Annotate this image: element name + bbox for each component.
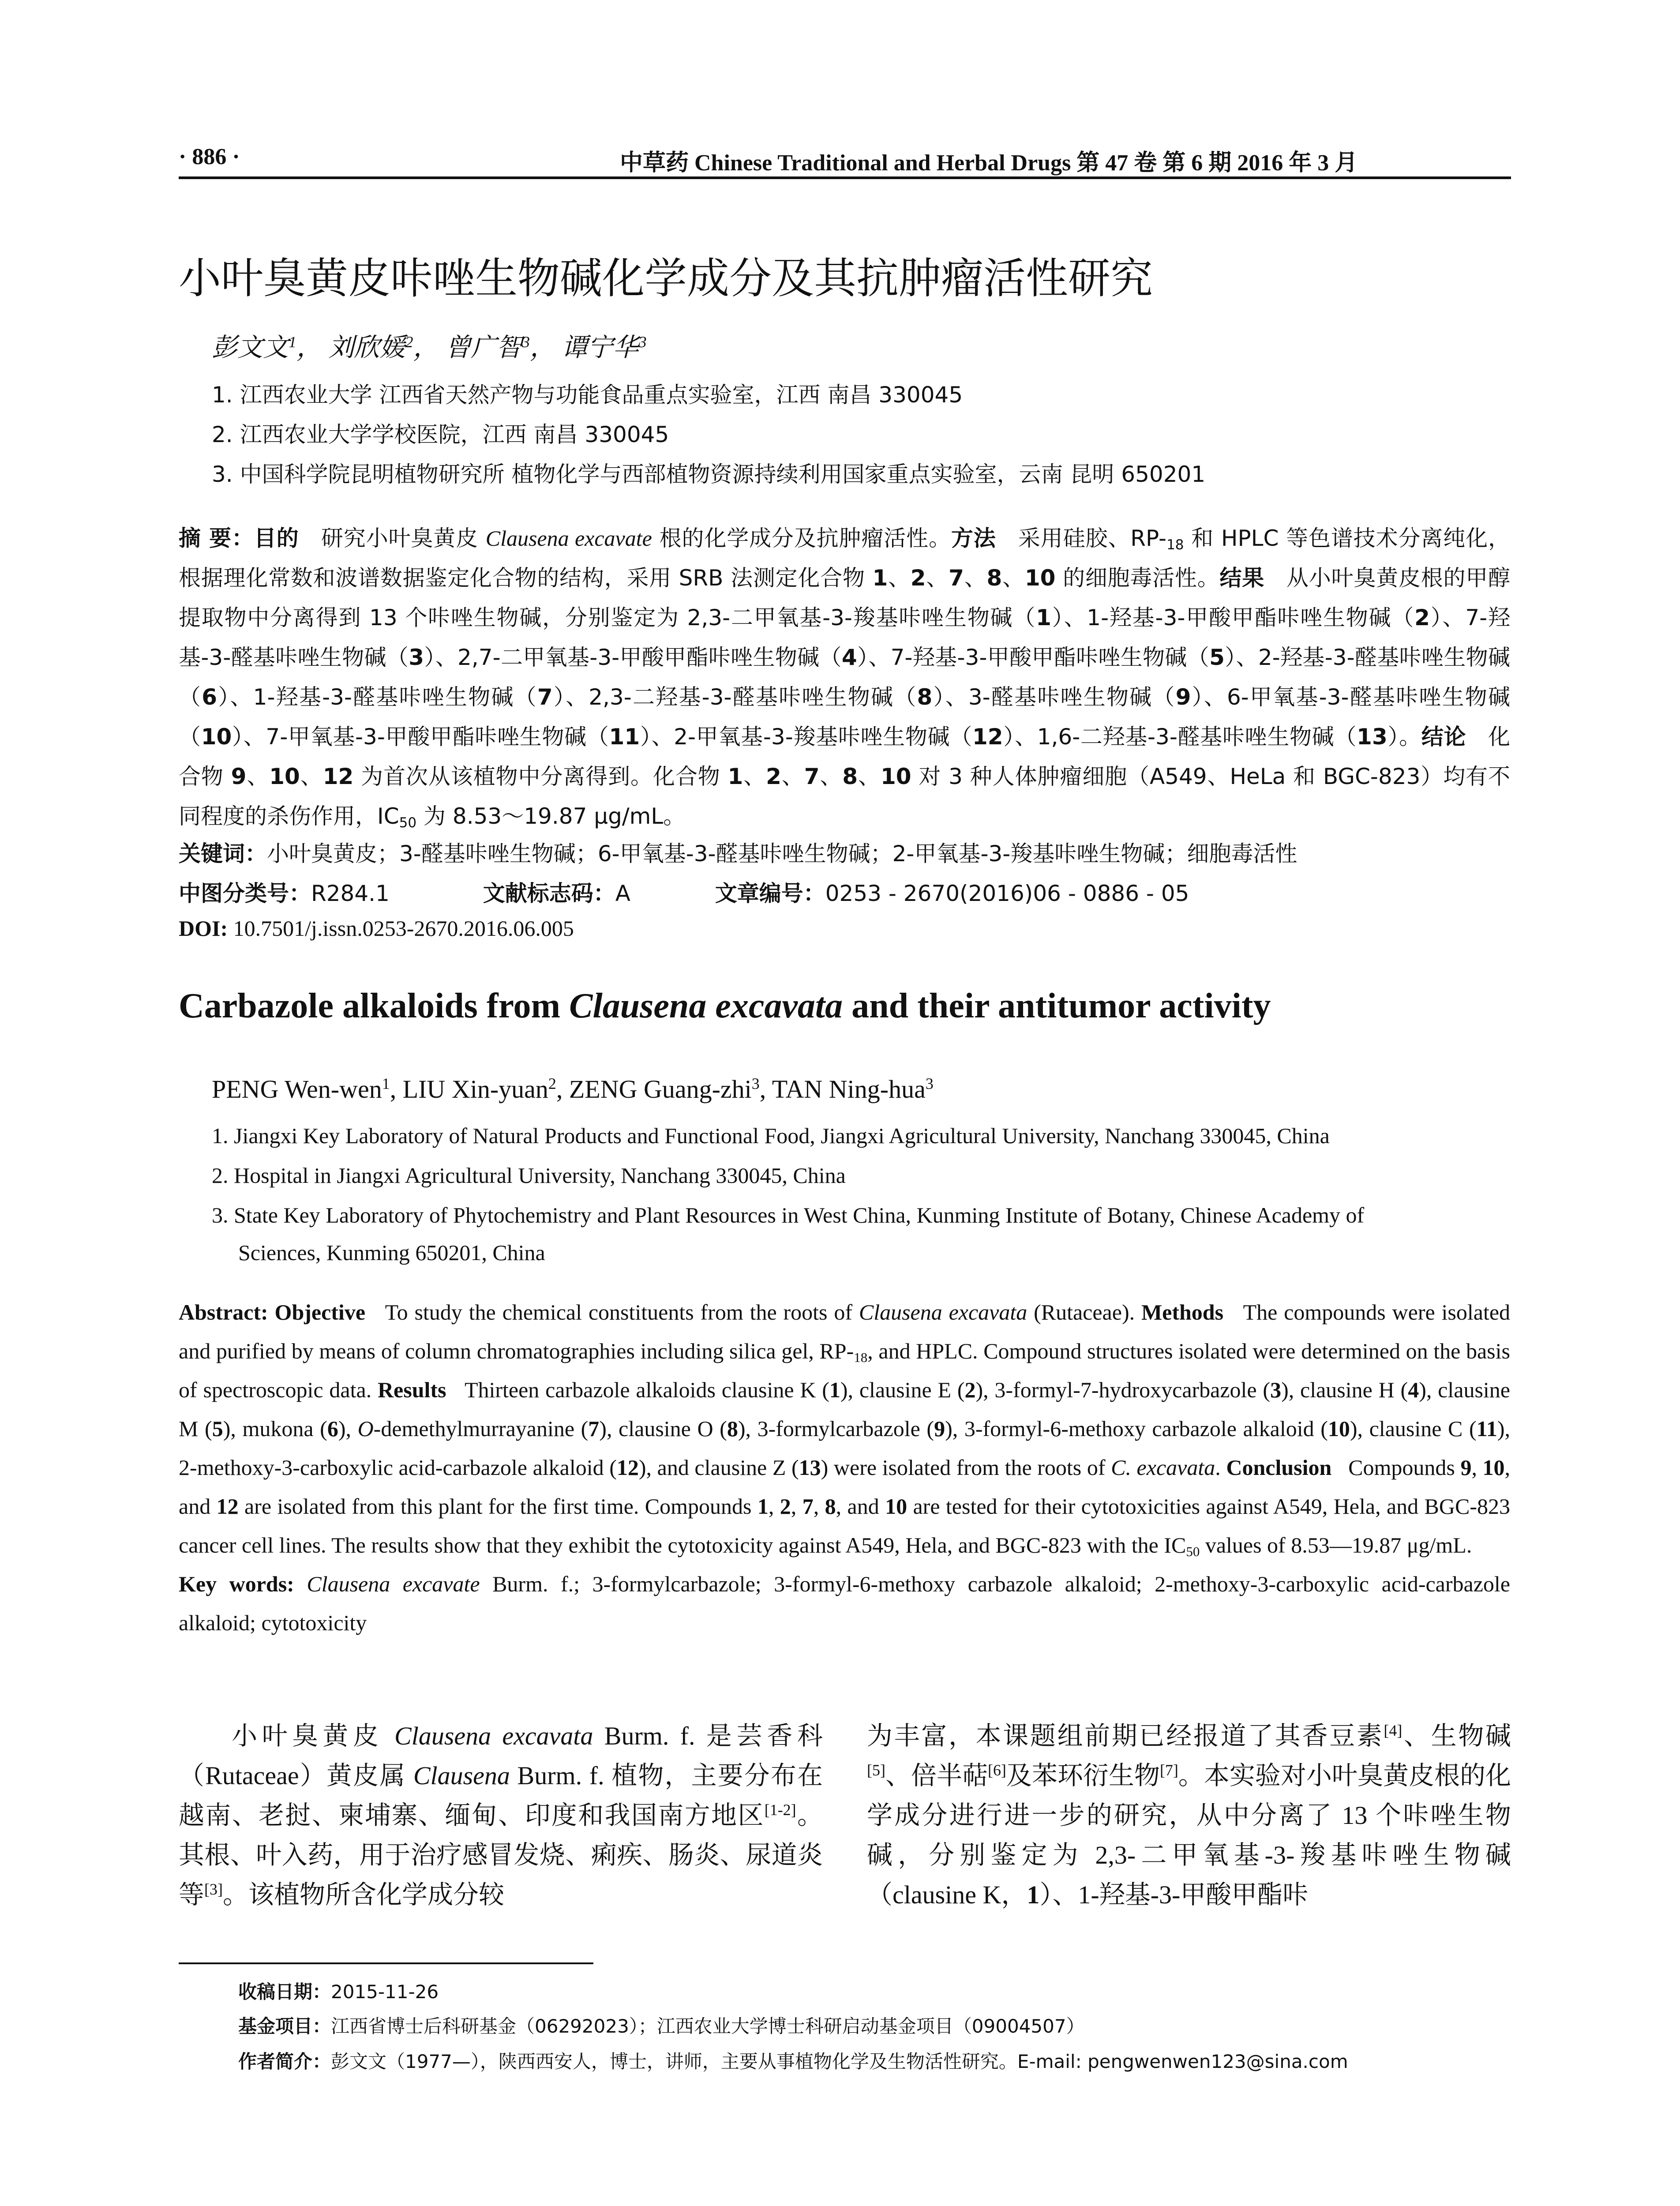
page-number: · 886 · xyxy=(179,144,240,169)
species-name: Clausena excavata xyxy=(569,987,843,1025)
compound-number: 13 xyxy=(799,1455,821,1480)
methods-text: The compounds were isolated and purified by means of column chromatographies including silica gel, RP- xyxy=(179,1300,1511,1363)
compound-number: 10 xyxy=(885,1494,908,1519)
affiliation-en-3-cont: Sciences, Kunming 650201, China xyxy=(238,1240,545,1265)
compound-number: 11 xyxy=(1476,1416,1497,1441)
affiliation-marker: 3 xyxy=(638,333,647,351)
compound-number: 9 xyxy=(231,764,247,789)
compound-number: 7 xyxy=(804,764,820,789)
compound-number: 10 xyxy=(269,764,300,789)
doc-code-value: A xyxy=(615,881,630,906)
compound-number: 11 xyxy=(609,724,640,750)
results-text: ), 2-methoxy-3-carboxylic acid-carbazole alkaloid ( xyxy=(179,1416,1511,1480)
body-text: Burm. f. 植物，主要分布在越南、老挝、柬埔寨、缅甸、印度和我国南方地区 xyxy=(179,1761,823,1830)
compound-number: 1 xyxy=(872,565,888,591)
species-name: Clausena excavate xyxy=(307,1572,480,1596)
compound-number: 1 xyxy=(757,1494,769,1519)
affiliation-zh-1: 1. 江西农业大学 江西省天然产物与功能食品重点实验室，江西 南昌 330045 xyxy=(212,382,963,408)
compound-number: 2 xyxy=(910,565,926,591)
objective-text: 根的化学成分及抗肿瘤活性。 xyxy=(652,525,951,551)
compound-number: 1 xyxy=(728,764,743,789)
conclusion-text: values of 8.53—19.87 μg/mL. xyxy=(1200,1533,1472,1557)
doi-label: DOI: xyxy=(179,916,228,941)
results-text: 从小叶臭黄皮根的甲醇提取物中分离得到 13 个咔唑生物碱，分别鉴定为 2,3-二甲氧基-3-羧基咔唑生物碱（ xyxy=(179,565,1510,630)
results-text: ）。 xyxy=(1387,724,1421,750)
conclusion-text: 为 8.53～19.87 μg/mL。 xyxy=(416,803,686,829)
footnote-received xyxy=(238,1977,439,2004)
results-text: ), and clausine Z ( xyxy=(638,1455,799,1480)
results-text: ), clausine M ( xyxy=(179,1377,1510,1441)
results-text: ), mukona ( xyxy=(223,1416,327,1441)
methods-text: 采用硅胶、RP- xyxy=(1018,525,1167,551)
subscript: 50 xyxy=(1186,1543,1200,1559)
compound-number: 12 xyxy=(616,1455,639,1480)
subscript: 18 xyxy=(854,1349,868,1365)
affiliation-zh-3: 3. 中国科学院昆明植物研究所 植物化学与西部植物资源持续利用国家重点实验室，云南 昆明 650201 xyxy=(212,461,1206,487)
results-text: ）、2,3-二羟基-3-醛基咔唑生物碱（ xyxy=(552,684,917,710)
species-name: Clausena excavate xyxy=(485,526,652,551)
conclusion-text: 对 3 种人体肿瘤细胞（A549、HeLa 和 BGC-823）均有不同程度的杀伤作用，IC xyxy=(179,764,1511,829)
results-text: ), xyxy=(338,1416,358,1441)
author-name: 彭文文 xyxy=(212,333,289,362)
compound-number: 7 xyxy=(588,1416,600,1441)
author-name: LIU Xin-yuan xyxy=(402,1075,548,1103)
author-name: 刘欣媛 xyxy=(328,333,405,362)
compound-number: 1 xyxy=(1027,1880,1040,1909)
author-bio-label: 作者简介： xyxy=(238,2051,331,2072)
authors-chinese: 彭文文$^1$， 刘欣媛$^2$， 曾广智$^3$， 谭宁华$^3$ xyxy=(212,333,647,362)
conclusion-label: 结论 xyxy=(1421,724,1466,750)
species-name: Clausena excavata xyxy=(859,1300,1028,1324)
affiliation-marker: 1 xyxy=(382,1075,390,1093)
results-text: ）、7-甲氧基-3-甲酸甲酯咔唑生物碱（ xyxy=(232,724,609,750)
methods-text: , and HPLC. Compound structures isolated were determined on the basis of spectroscopic data. xyxy=(179,1339,1510,1402)
body-text: 、倍半萜 xyxy=(885,1761,988,1790)
doi-line xyxy=(179,915,574,941)
doi-value[interactable]: 10.7501/j.issn.0253-2670.2016.06.005 xyxy=(233,916,574,941)
results-text: ）、2,7-二甲氧基-3-甲酸甲酯咔唑生物碱（ xyxy=(424,645,842,670)
footnote-rule xyxy=(179,1962,593,1964)
clc-value: R284.1 xyxy=(311,881,390,906)
methods-text: 和 HPLC 等色谱技术分离纯化，根据理化常数和波谱数据鉴定化合物的结构，采用 SRB 法测定化合物 xyxy=(179,525,1510,591)
received-date: 2015-11-26 xyxy=(331,1981,439,2003)
received-label: 收稿日期： xyxy=(238,1981,331,2003)
results-text: Thirteen carbazole alkaloids clausine K ( xyxy=(464,1377,829,1402)
results-text: ）、2-羟基-3-醛基咔唑生物碱（ xyxy=(179,645,1510,710)
affiliation-marker: 1 xyxy=(289,333,296,351)
running-header xyxy=(179,140,1511,180)
results-text: ), clausine E ( xyxy=(840,1377,965,1402)
citation[interactable]: [1-2] xyxy=(764,1801,796,1819)
clc-label: 中图分类号： xyxy=(179,881,311,906)
objective-text: 研究小叶臭黄皮 xyxy=(321,525,486,551)
results-text: ）、2-甲氧基-3-羧基咔唑生物碱（ xyxy=(640,724,972,750)
compound-number: 7 xyxy=(802,1494,814,1519)
compound-number: 10 xyxy=(1328,1416,1350,1441)
compound-number: 9 xyxy=(1460,1455,1472,1480)
compound-number: 8 xyxy=(842,764,858,789)
methods-label: Methods xyxy=(1141,1300,1224,1324)
keywords-label: Key words: xyxy=(179,1572,294,1596)
author-name: 曾广智 xyxy=(445,333,522,362)
methods-label: 方法 xyxy=(951,525,996,551)
objective-label: 目的 xyxy=(254,525,299,551)
compound-number: 4 xyxy=(841,645,857,670)
body-text: 小叶臭黄皮 xyxy=(232,1722,395,1750)
results-text: ), clausine O ( xyxy=(599,1416,727,1441)
article-id-value: 0253 - 2670(2016)06 - 0886 - 05 xyxy=(825,881,1189,906)
results-text: ), 3-formyl-6-methoxy carbazole alkaloid ( xyxy=(945,1416,1328,1441)
compound-number: 12 xyxy=(322,764,354,789)
compound-number: 9 xyxy=(1175,684,1191,710)
objective-text: To study the chemical constituents from the roots of xyxy=(385,1300,859,1324)
body-column-left xyxy=(179,1716,823,1915)
methods-text: 的细胞毒活性。 xyxy=(1055,565,1220,591)
conclusion-text: are tested for their cytotoxicities against A549, Hela, and BGC-823 cancer cell lines. The results show that they exhibit the cytotoxicity against A549, Hela, and BGC-823 with the IC xyxy=(179,1494,1511,1557)
keywords-label: 关键词： xyxy=(179,841,267,867)
subscript: 50 xyxy=(399,814,417,831)
species-name: C. excavata xyxy=(1111,1455,1215,1480)
compound-number: 4 xyxy=(1408,1377,1419,1402)
article-id-label: 文章编号： xyxy=(715,881,825,906)
results-text: -demethylmurrayanine ( xyxy=(373,1416,589,1441)
affiliation-marker: 3 xyxy=(522,333,530,351)
abstract-label: Abstract: Objective xyxy=(179,1300,366,1324)
compound-number: 5 xyxy=(1209,645,1225,670)
compound-number: 6 xyxy=(327,1416,338,1441)
compound-number: 3 xyxy=(1270,1377,1282,1402)
citation[interactable]: [7] xyxy=(1159,1761,1178,1779)
affiliation-marker: 2 xyxy=(548,1075,556,1093)
results-text: ) were isolated from the roots of xyxy=(821,1455,1111,1480)
affiliation-marker: 3 xyxy=(751,1075,760,1093)
journal-info: 中草药 Chinese Traditional and Herbal Drugs 第 47 卷 第 6 期 2016 年 3 月 xyxy=(620,150,1358,176)
compound-number: 10 xyxy=(201,724,232,750)
abstract-label: 摘 要： xyxy=(179,525,254,551)
body-text: 。其根、叶入药，用于治疗感冒发烧、痢疾、肠炎、尿道炎等 xyxy=(179,1801,823,1909)
citation[interactable]: [3] xyxy=(204,1880,223,1898)
compound-number: 1 xyxy=(1036,605,1051,630)
conclusion-text: 化合物 xyxy=(179,724,1511,789)
body-text: 。该植物所含化学成分较 xyxy=(222,1880,504,1909)
affiliation-marker: 3 xyxy=(925,1075,934,1093)
conclusion-text: Compounds xyxy=(1348,1455,1461,1480)
results-text: ）、7-羟基-3-醛基咔唑生物碱（ xyxy=(179,605,1510,670)
results-text: ), clausine H ( xyxy=(1281,1377,1408,1402)
objective-text: (Rutaceae). xyxy=(1027,1300,1141,1324)
footnote-funding xyxy=(238,2012,1085,2038)
compound-number: 2 xyxy=(766,764,781,789)
title-text: and their antitumor activity xyxy=(843,987,1271,1025)
results-text: ）、1,6-二羟基-3-醛基咔唑生物碱（ xyxy=(1003,724,1357,750)
results-label: Results xyxy=(377,1377,446,1402)
compound-number: 8 xyxy=(825,1494,836,1519)
authors-english: PENG Wen-wen$^1$, LIU Xin-yuan$^2$, ZENG Guang-zhi$^3$, TAN Ning-hua$^3$ xyxy=(212,1075,934,1103)
citation[interactable]: [4] xyxy=(1384,1722,1402,1740)
compound-number: 10 xyxy=(880,764,911,789)
conclusion-text: are isolated from this plant for the first time. Compounds xyxy=(238,1494,758,1519)
affiliation-marker: 2 xyxy=(405,333,413,351)
doc-code-label: 文献标志码： xyxy=(483,881,615,906)
results-text: ), clausine C ( xyxy=(1350,1416,1477,1441)
compound-number: 1 xyxy=(829,1377,840,1402)
title-text: Carbazole alkaloids from xyxy=(179,987,570,1025)
author-name: 谭宁华 xyxy=(562,333,639,362)
results-label: 结果 xyxy=(1219,565,1265,591)
species-name: Clausena excavata xyxy=(394,1722,593,1750)
abstract-english: Abstract: Objective To study the chemical constituents from the roots of Clausena excavata (Rutaceae). Methods The compounds were isolated and purified by means of column chromatographies including silica gel, $RP-_{18}$, and HPLC. Compound structures isolated were determined on the basis of spectroscopic data. Results Thirteen carbazole alkaloids clausine K (1), clausine E (2), 3-formyl-7-hydroxycarbazole (3), clausine H (4), clausine M (5), mukona (6), O-demethylmurrayanine (7), clausine O (8), 3-formylcarbazole (9), 3-formyl-6-methoxy carbazole alkaloid (10), clausine C (11), 2-methoxy-3-carboxylic acid-carbazole alkaloid (12), and clausine Z (13) were isolated from the roots of C. excavata. Conclusion Compounds 9, 10, and 12 are isolated from this plant for the first time. Compounds 1, 2, 7, 8, and 10 are tested for their cytotoxicities against A549, Hela, and BGC-823 cancer cell lines. The results show that they exhibit the cytotoxicity against A549, Hela, and BGC-823 with the $IC_{50}$ values of 8.53—19.87 μg/mL. Key words: Clausena excavate Burm. f.; 3-formylcarbazole; 3-formyl-6-methoxy carbazole alkaloid; 2-methoxy-3-carboxylic acid-carbazole alkaloid; cytotoxicity xyxy=(179,1300,1511,1635)
body-text: 及苯环衍生物 xyxy=(1006,1761,1160,1790)
results-text: ）、7-羟基-3-甲酸甲酯咔唑生物碱（ xyxy=(857,645,1210,670)
body-text: 、生物碱 xyxy=(1402,1722,1511,1750)
genus-name: Clausena xyxy=(413,1761,510,1790)
results-text: ）、1-羟基-3-甲酸甲酯咔唑生物碱（ xyxy=(1051,605,1415,630)
results-text: ), 3-formyl-7-hydroxycarbazole ( xyxy=(975,1377,1271,1402)
author-name: PENG Wen-wen xyxy=(212,1075,382,1103)
citation[interactable]: [6] xyxy=(987,1761,1006,1779)
body-text: ）、1-羟基-3-甲酸甲酯咔 xyxy=(1039,1880,1309,1909)
compound-number: 8 xyxy=(727,1416,738,1441)
author-bio-text: 彭文文（1977—），陕西西安人，博士，讲师，主要从事植物化学及生物活性研究。E-mail: pengwenwen123@sina.com xyxy=(331,2051,1348,2072)
compound-number: 2 xyxy=(964,1377,976,1402)
funding-label: 基金项目： xyxy=(238,2015,331,2037)
compound-number: 9 xyxy=(934,1416,945,1441)
compound-number: 12 xyxy=(216,1494,239,1519)
compound-number: 2 xyxy=(1414,605,1430,630)
keywords-chinese xyxy=(179,836,1297,868)
results-text: ）、6-甲氧基-3-醛基咔唑生物碱（ xyxy=(179,684,1511,750)
italic-prefix: O xyxy=(357,1416,374,1441)
affiliation-en-3: 3. State Key Laboratory of Phytochemistry and Plant Resources in West China, Kunming Institute of Botany, Chinese Academy of xyxy=(212,1203,1365,1227)
body-text: Burm. f. 是芸香科（Rutaceae）黄皮属 xyxy=(179,1722,823,1790)
author-name: TAN Ning-hua xyxy=(772,1075,926,1103)
results-text: ), 3-formylcarbazole ( xyxy=(738,1416,934,1441)
compound-number: 6 xyxy=(202,684,218,710)
compound-number: 8 xyxy=(917,684,933,710)
subscript: 18 xyxy=(1166,536,1184,553)
abstract-chinese: 摘 要：目的 研究小叶臭黄皮 Clausena excavate 根的化学成分及抗肿瘤活性。方法 采用硅胶、$RP-_{18}$ 和 HPLC 等色谱技术分离纯化，根据理化常数和波谱数据鉴定化合物的结构，采用 SRB 法测定化合物 1、2、7、8、10 的细胞毒活性。结果 从小叶臭黄皮根的甲醇提取物中分离得到 13 个咔唑生物碱，分别鉴定为 2,3-二甲氧基-3-羧基咔唑生物碱（1）、1-羟基-3-甲酸甲酯咔唑生物碱（2）、7-羟基-3-醛基咔唑生物碱（3）、2,7-二甲氧基-3-甲酸甲酯咔唑生物碱（4）、7-羟基-3-甲酸甲酯咔唑生物碱（5）、2-羟基-3-醛基咔唑生物碱（6）、1-羟基-3-醛基咔唑生物碱（7）、2,3-二羟基-3-醛基咔唑生物碱（8）、3-醛基咔唑生物碱（9）、6-甲氧基-3-醛基咔唑生物碱（10）、7-甲氧基-3-甲酸甲酯咔唑生物碱（11）、2-甲氧基-3-羧基咔唑生物碱（12）、1,6-二羟基-3-醛基咔唑生物碱（13）。结论 化合物 9、10、12 为首次从该植物中分离得到。化合物 1、2、7、8、10 对 3 种人体肿瘤细胞（A549、HeLa 和 BGC-823）均有不同程度的杀伤作用，$IC_{50}$ 为 8.53～19.87 μg/mL。 xyxy=(179,525,1511,831)
funding-text: 江西省博士后科研基金（06292023）；江西农业大学博士科研启动基金项目（09004507） xyxy=(331,2015,1085,2037)
results-text: ）、1-羟基-3-醛基咔唑生物碱（ xyxy=(217,684,537,710)
compound-number: 12 xyxy=(972,724,1003,750)
footnote-author xyxy=(238,2047,1348,2074)
compound-number: 10 xyxy=(1024,565,1056,591)
affiliation-en-2: 2. Hospital in Jiangxi Agricultural University, Nanchang 330045, China xyxy=(212,1163,846,1188)
keywords-text: Burm. f.; 3-formylcarbazole; 3-formyl-6-methoxy carbazole alkaloid; 2-methoxy-3-carboxylic acid-carbazole alkaloid; cytotoxicity xyxy=(179,1572,1510,1635)
conclusion-label: Conclusion xyxy=(1226,1455,1332,1480)
citation[interactable]: [5] xyxy=(867,1761,885,1779)
title-chinese: 小叶臭黄皮咔唑生物碱化学成分及其抗肿瘤活性研究 xyxy=(179,254,1153,303)
compound-number: 8 xyxy=(986,565,1002,591)
conclusion-text: 为首次从该植物中分离得到。化合物 xyxy=(353,764,728,789)
compound-number: 2 xyxy=(780,1494,791,1519)
body-text: 为丰富，本课题组前期已经报道了其香豆素 xyxy=(867,1722,1384,1750)
body-text: 。本实验对小叶臭黄皮根的化学成分进行进一步的研究，从中分离了 13 个咔唑生物碱，分别鉴定为 2,3-二甲氧基-3-羧基咔唑生物碱（clausine K， xyxy=(867,1761,1511,1909)
title-english xyxy=(179,986,1271,1026)
compound-number: 7 xyxy=(949,565,964,591)
classification-line xyxy=(179,876,1189,908)
author-name: ZENG Guang-zhi xyxy=(569,1075,752,1103)
compound-number: 3 xyxy=(409,645,424,670)
affiliation-en-1: 1. Jiangxi Key Laboratory of Natural Products and Functional Food, Jiangxi Agricultural University, Nanchang 330045, China xyxy=(212,1123,1330,1148)
compound-number: 13 xyxy=(1357,724,1388,750)
body-column-right xyxy=(867,1716,1511,1915)
header-rule xyxy=(179,176,1511,179)
compound-number: 7 xyxy=(537,684,553,710)
affiliation-zh-2: 2. 江西农业大学学校医院，江西 南昌 330045 xyxy=(212,422,669,447)
compound-number: 5 xyxy=(212,1416,223,1441)
results-text: . xyxy=(1215,1455,1226,1480)
results-text: ）、3-醛基咔唑生物碱（ xyxy=(932,684,1176,710)
compound-number: 10 xyxy=(1482,1455,1505,1480)
keywords-text: 小叶臭黄皮；3-醛基咔唑生物碱；6-甲氧基-3-醛基咔唑生物碱；2-甲氧基-3-羧基咔唑生物碱；细胞毒活性 xyxy=(267,841,1298,867)
